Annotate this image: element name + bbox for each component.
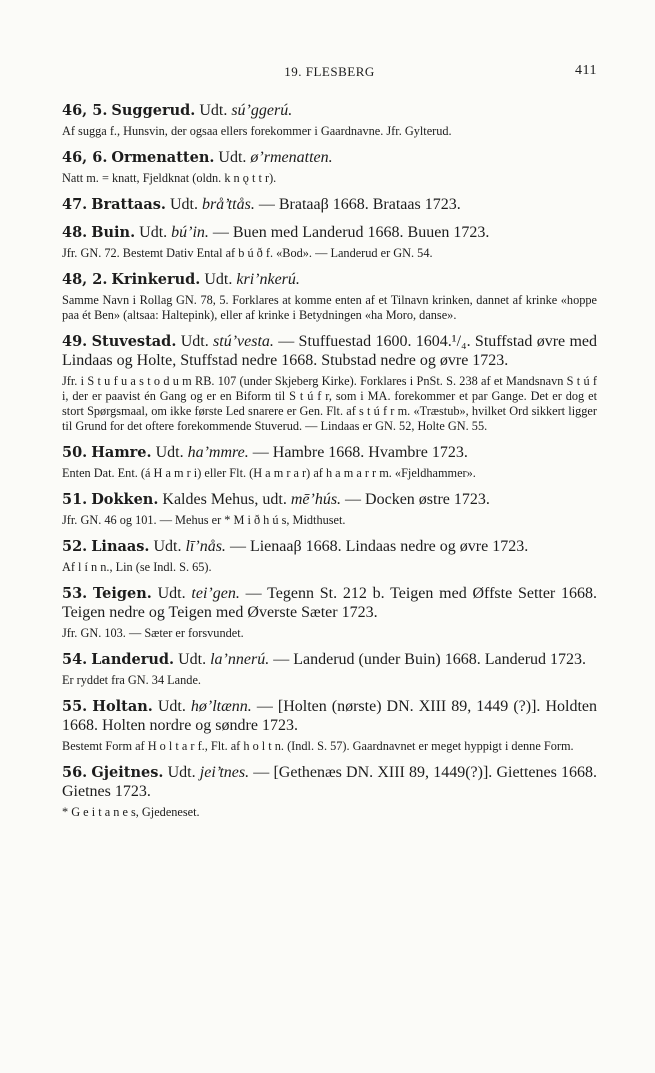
entry-heading-line — [62, 101, 597, 120]
historical-forms: — Brataaβ 1668. Brataas 1723. — [258, 196, 461, 213]
pronunciation-prefix: Udt. — [167, 764, 196, 781]
farm-name: Buin. — [91, 224, 136, 241]
pronunciation-prefix: Udt. — [155, 444, 184, 461]
pronunciation-prefix: Udt. — [178, 651, 207, 668]
farm-name: Stuvestad. — [91, 333, 177, 350]
entry-note: Jfr. GN. 72. Bestemt Dativ Ental af b ú ð f. «Bod». — Landerud er GN. 54. — [62, 246, 433, 260]
entry-number: 48. — [62, 224, 88, 241]
entry-heading-line — [62, 763, 597, 801]
pronunciation-prefix: Udt. — [157, 698, 186, 715]
historical-forms: — Hambre 1668. Hvambre 1723. — [252, 444, 468, 461]
page-header — [62, 64, 597, 84]
farm-name: Hamre. — [91, 444, 152, 461]
farm-entry — [62, 270, 597, 323]
farm-entry — [62, 101, 597, 139]
farm-entry — [62, 332, 597, 434]
entry-note: Af l í n n., Lin (se Indl. S. 65). — [62, 560, 212, 574]
pronunciation-prefix: Udt. — [139, 224, 168, 241]
pronunciation: kri’nkerú. — [236, 271, 300, 288]
entry-number: 48, 2. — [62, 271, 108, 288]
entry-heading-line — [62, 443, 597, 462]
entry-heading-line — [62, 148, 597, 167]
pronunciation-prefix: Udt. — [153, 538, 182, 555]
farm-name: Ormenatten. — [111, 149, 215, 166]
entry-heading-line — [62, 490, 597, 509]
farm-entry — [62, 148, 597, 186]
entry-note: Er ryddet fra GN. 34 Lande. — [62, 673, 201, 687]
entry-note: Jfr. i S t u f u a s t o d u m RB. 107 (under Skjeberg Kirke). Forklares i PnSt. S. 238 af et Mandsnavn S t ú f i, der er paavist én Gang og er en Biform til S t ú f r, som i MA. forekommer et par Gange. Det er dog et stort Spørgsmaal, om ikke første Led snarere er Gen. Flt. af s t ú f r m. «Træstub», hvilket Ord sikkert ligger til Grund for det oftere forekommende Stuverud. — Lindaas er GN. 52, Holte GN. 55. — [62, 374, 597, 433]
running-title: 19. FLESBERG — [284, 64, 375, 79]
pronunciation: tei’gen. — [191, 585, 240, 602]
entry-number: 53. — [62, 585, 88, 602]
pronunciation: ø’rmenatten. — [250, 149, 333, 166]
farm-entry — [62, 443, 597, 481]
entry-number: 51. — [62, 491, 88, 508]
farm-name: Teigen. — [93, 585, 152, 602]
entry-note: Enten Dat. Ent. (á H a m r i) eller Flt. (H a m r a r) af h a m a r r m. «Fjeldhammer». — [62, 466, 476, 480]
pronunciation: lī’nås. — [185, 538, 226, 555]
entry-note: Samme Navn i Rollag GN. 78, 5. Forklares at komme enten af et Tilnavn krinken, dannet af krinke «hoppe paa ét Ben» (altsaa: Haltepink), eller af krinke i Betydningen «ha Moro, danse». — [62, 293, 597, 322]
page-number: 411 — [575, 63, 597, 78]
farm-name: Dokken. — [91, 491, 159, 508]
historical-forms: — Buen med Landerud 1668. Buuen 1723. — [212, 224, 490, 241]
entry-number: 56. — [62, 764, 88, 781]
pronunciation: mē’hús. — [290, 491, 342, 508]
farm-entry — [62, 195, 597, 214]
pronunciation-prefix: Udt. — [204, 271, 233, 288]
pronunciation-prefix: Kaldes Mehus, udt. — [162, 491, 287, 508]
pronunciation: ha’mmre. — [187, 444, 249, 461]
farm-entry — [62, 763, 597, 820]
farm-entry — [62, 537, 597, 575]
entry-number: 54. — [62, 651, 88, 668]
farm-entry — [62, 697, 597, 754]
entry-note: Natt m. = knatt, Fjeldknat (oldn. k n ǫ t t r). — [62, 171, 277, 185]
entry-heading-line — [62, 697, 597, 735]
historical-forms: — Landerud (under Buin) 1668. Landerud 1723. — [273, 651, 587, 668]
entry-heading-line — [62, 332, 597, 370]
pronunciation: jei’tnes. — [199, 764, 250, 781]
pronunciation: sú’ggerú. — [231, 102, 293, 119]
farm-entry — [62, 223, 597, 261]
entry-number: 49. — [62, 333, 88, 350]
entry-heading-line — [62, 223, 597, 242]
farm-entry — [62, 650, 597, 688]
farm-name: Suggerud. — [111, 102, 196, 119]
pronunciation-prefix: Udt. — [157, 585, 186, 602]
entry-note: * G e i t a n e s, Gjedeneset. — [62, 805, 200, 819]
farm-name: Brattaas. — [91, 196, 166, 213]
entry-number: 55. — [62, 698, 88, 715]
entry-note: Jfr. GN. 103. — Sæter er forsvundet. — [62, 626, 244, 640]
historical-forms: — Tegenn St. 212 b. Teigen med Øffste Setter 1668. Teigen nedre og Teigen med Øverste Sæter 1723. — [62, 585, 598, 621]
farm-name: Holtan. — [92, 698, 153, 715]
historical-forms: — Docken østre 1723. — [345, 491, 490, 508]
entry-heading-line — [62, 195, 597, 214]
entry-number: 46, 6. — [62, 149, 108, 166]
pronunciation: brå’ttås. — [201, 196, 255, 213]
pronunciation-prefix: Udt. — [169, 196, 198, 213]
entry-note: Jfr. GN. 46 og 101. — Mehus er * M i ð h ú s, Midthuset. — [62, 513, 346, 527]
farm-entry — [62, 584, 597, 641]
farm-name: Landerud. — [91, 651, 175, 668]
pronunciation-prefix: Udt. — [199, 102, 228, 119]
pronunciation: la’nnerú. — [210, 651, 270, 668]
historical-forms: — [Gethenæs DN. XIII 89, 1449(?)]. Giettenes 1668. Gietnes 1723. — [62, 764, 598, 800]
farm-name: Gjeitnes. — [91, 764, 164, 781]
pronunciation: hø’ltænn. — [190, 698, 252, 715]
pronunciation: stú’vesta. — [213, 333, 274, 350]
entry-note: Af sugga f., Hunsvin, der ogsaa ellers forekommer i Gaardnavne. Jfr. Gylterud. — [62, 124, 452, 138]
farm-name: Krinkerud. — [111, 271, 201, 288]
entry-heading-line — [62, 537, 597, 556]
historical-forms: — Lienaaβ 1668. Lindaas nedre og øvre 1723. — [229, 538, 529, 555]
pronunciation: bú’in. — [171, 224, 209, 241]
pronunciation-prefix: Udt. — [180, 333, 209, 350]
farm-entry — [62, 490, 597, 528]
historical-forms: — Stuffuestad 1600. 1604.¹/₄. Stuffstad øvre med Lindaas og Holte, Stuffstad nedre 1668. Stubstad nedre og øvre 1723. — [62, 333, 598, 369]
entry-number: 47. — [62, 196, 88, 213]
entry-list — [62, 101, 597, 829]
entry-number: 52. — [62, 538, 88, 555]
entry-note: Bestemt Form af H o l t a r f., Flt. af h o l t n. (Indl. S. 57). Gaardnavnet er meget hyppigt i denne Form. — [62, 739, 574, 753]
entry-number: 46, 5. — [62, 102, 108, 119]
entry-number: 50. — [62, 444, 88, 461]
historical-forms: — [Holten (nørste) DN. XIII 89, 1449 (?)]. Holdten 1668. Holten nordre og søndre 1723. — [62, 698, 597, 734]
entry-heading-line — [62, 584, 597, 622]
pronunciation-prefix: Udt. — [218, 149, 247, 166]
entry-heading-line — [62, 650, 597, 669]
entry-heading-line — [62, 270, 597, 289]
farm-name: Linaas. — [91, 538, 150, 555]
